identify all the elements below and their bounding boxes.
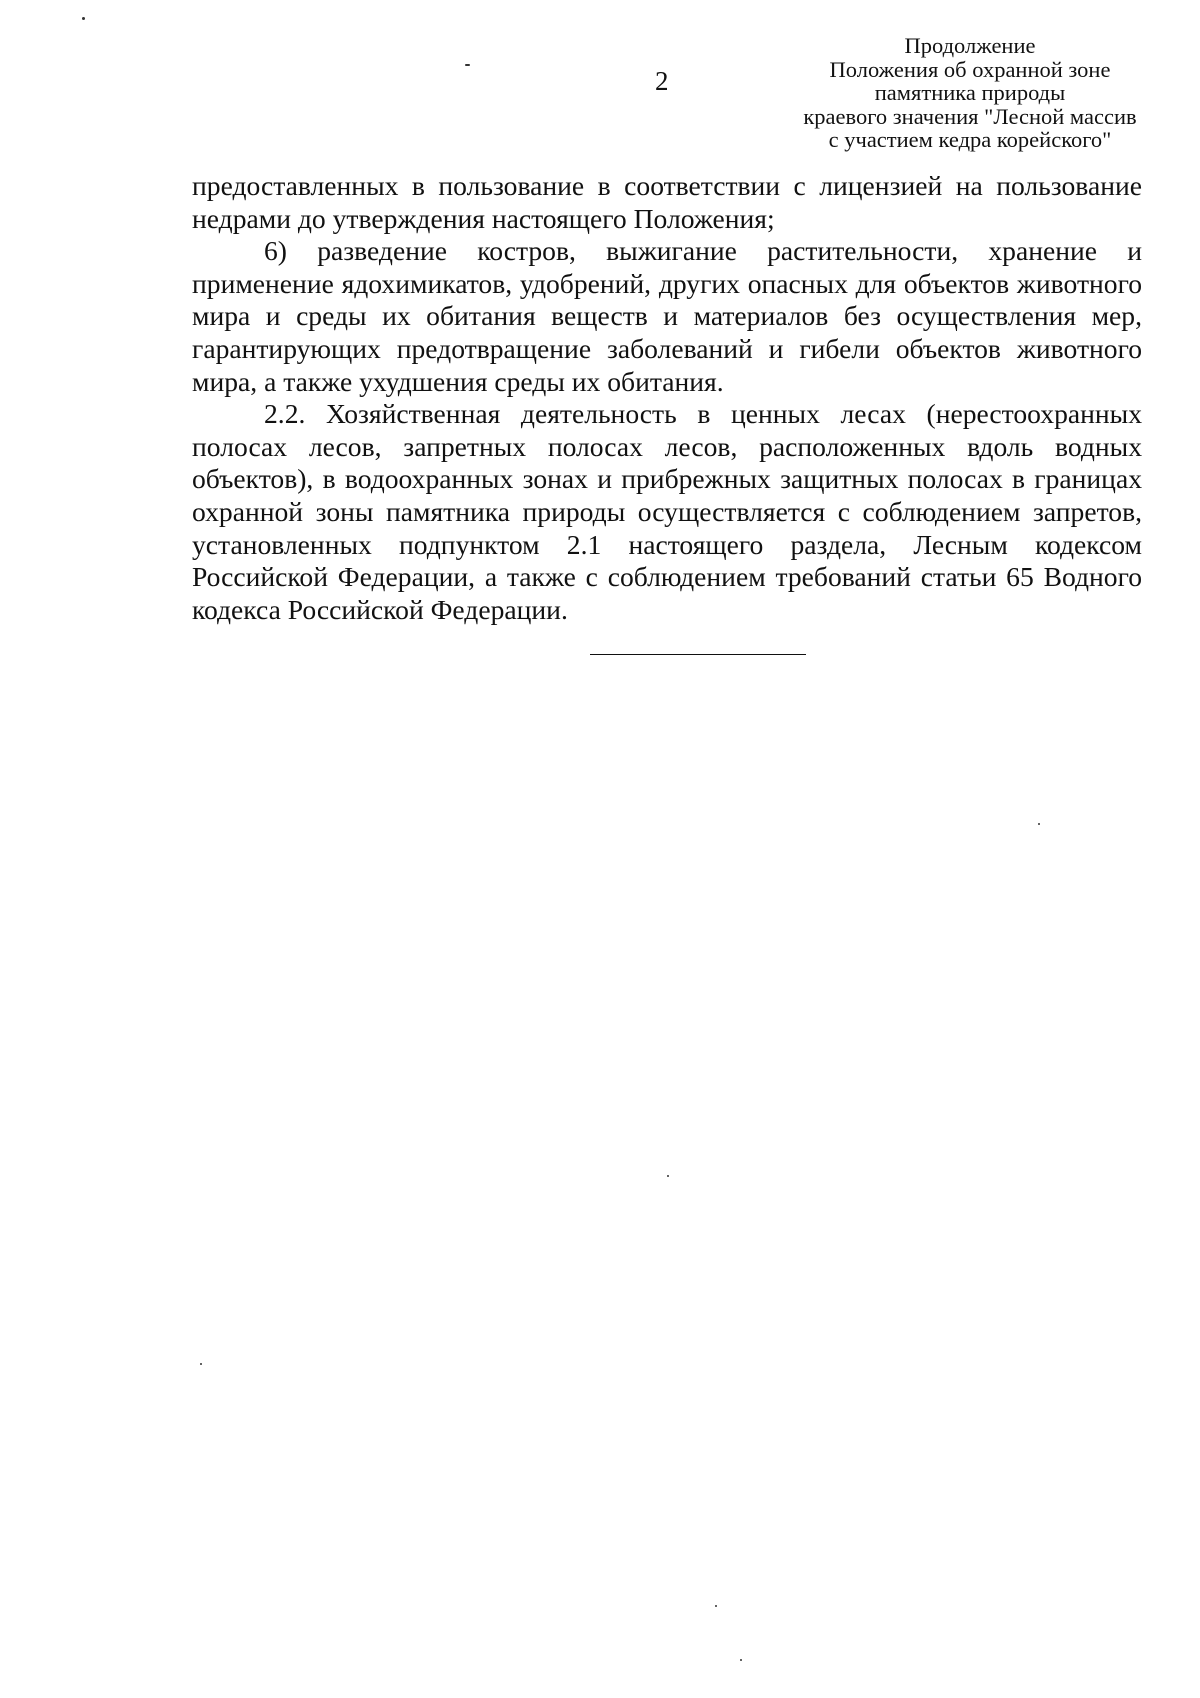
scan-speck (667, 1175, 669, 1177)
scan-speck (715, 1605, 717, 1607)
paragraph-continuation: предоставленных в пользование в соответствии с лицензией на пользование недрами до утверждения настоящего Положения; (192, 170, 1142, 234)
scan-speck (200, 1363, 202, 1365)
scan-speck (82, 17, 85, 20)
paragraph-section-2-2: 2.2. Хозяйственная деятельность в ценных лесах (нерестоохранных полосах лесов, запретных полосах лесов, расположенных вдоль водных объектов), в водоохранных зонах и прибрежных защитных полосах в границах охранной зоны памятника природы осуществляется с соблюдением запретов, установленных подпунктом 2.1 настоящего раздела, Лесным кодексом Российской Федерации, а также с соблюдением требований статьи 65 Водного кодекса Российской Федерации. (192, 398, 1142, 625)
end-rule (590, 654, 806, 655)
scan-speck (740, 1659, 742, 1661)
header-line-significance: краевого значения "Лесной массив (803, 103, 1137, 129)
paragraph-item-6: 6) разведение костров, выжигание растительности, хранение и применение ядохимикатов, удобрений, других опасных для объектов животного мира и среды их обитания веществ и материалов без осуществления мер, гарантирующих предотвращение заболеваний и гибели объектов животного мира, а также ухудшения среды их обитания. (192, 235, 1142, 397)
header-line-continuation: Продолжение (904, 33, 1036, 58)
scan-speck (465, 64, 470, 66)
header-line-cedar: с участием кедра корейского" (828, 127, 1112, 152)
header-line-monument: памятника природы (874, 80, 1066, 105)
body-text (192, 170, 1142, 626)
header-line-regulation: Положения об охранной зоне (829, 56, 1111, 82)
scan-speck (1038, 823, 1040, 825)
header-block (770, 34, 1170, 152)
page-number: 2 (655, 66, 669, 96)
